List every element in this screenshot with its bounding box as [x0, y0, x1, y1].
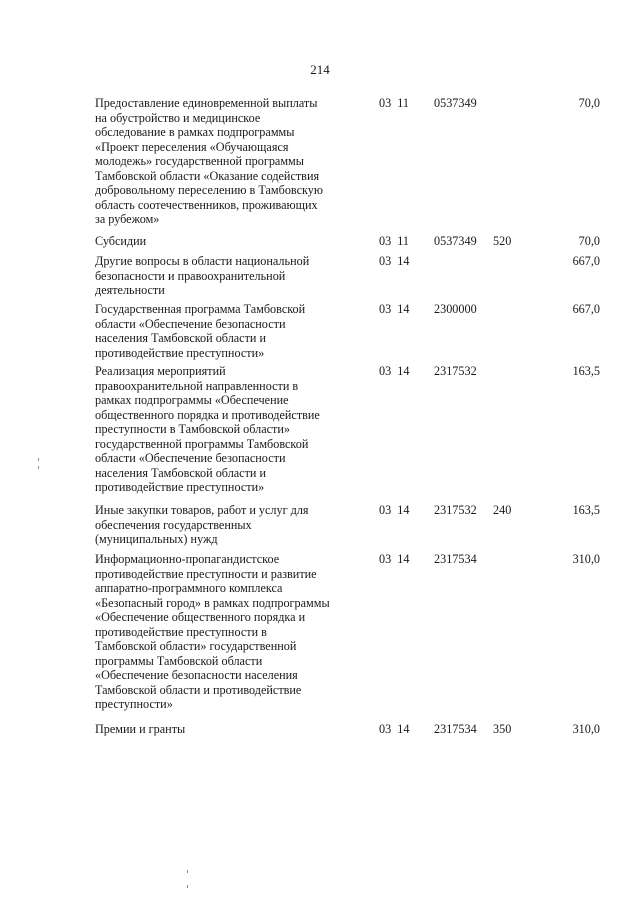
row-section-code: 03 11	[379, 96, 410, 110]
row-section-code: 03 14	[379, 302, 410, 316]
row-amount: 70,0	[578, 96, 600, 110]
row-description: Премии и гранты	[95, 722, 186, 736]
row-target-article: 2317532	[434, 503, 477, 517]
row-amount: 667,0	[572, 302, 600, 316]
row-description: Другие вопросы в области национальной безопасности и правоохранительной деятельности	[95, 254, 310, 297]
scan-speck	[38, 466, 39, 469]
row-section-code: 03 14	[379, 254, 410, 268]
scan-speck	[187, 885, 188, 888]
row-description: Предоставление единовременной выплаты на обустройство и медицинское обследование в рамках подпрограммы «Проект переселения «Обучающаяся молодежь» государственной программы Тамбовской области «Оказание содействия добровольному переселению в Тамбовскую область соотечественников, проживающих за рубежом»	[95, 96, 323, 226]
row-section-code: 03 14	[379, 722, 410, 736]
row-description: Государственная программа Тамбовской области «Обеспечение безопасности населения Тамбовской области и противодействие преступности»	[95, 302, 306, 360]
row-description: Реализация мероприятий правоохранительной направленности в рамках подпрограммы «Обеспечение общественного порядка и противодействие преступности в Тамбовской области» государственной программы Тамбовской области «Обеспечение безопасности населения Тамбовской области и противодействие преступности»	[95, 364, 320, 494]
row-amount: 163,5	[572, 503, 600, 517]
row-amount: 310,0	[572, 722, 600, 736]
row-target-article: 2300000	[434, 302, 477, 316]
row-expense-type: 350	[493, 722, 512, 736]
row-amount: 163,5	[572, 364, 600, 378]
row-section-code: 03 14	[379, 552, 410, 566]
row-expense-type: 240	[493, 503, 512, 517]
row-amount: 70,0	[578, 234, 600, 248]
scan-speck	[187, 870, 188, 873]
row-description: Субсидии	[95, 234, 147, 248]
row-expense-type: 520	[493, 234, 512, 248]
row-target-article: 2317532	[434, 364, 477, 378]
row-target-article: 0537349	[434, 96, 477, 110]
row-section-code: 03 11	[379, 234, 410, 248]
row-section-code: 03 14	[379, 503, 410, 517]
row-target-article: 2317534	[434, 722, 477, 736]
row-target-article: 0537349	[434, 234, 477, 248]
row-description: Информационно-пропагандистское противодействие преступности и развитие аппаратно-программного комплекса «Безопасный город» в рамках подпрограммы «Обеспечение общественного порядка и противодействие преступности в Тамбовской области» государственной программы Тамбовской области «Обеспечение безопасности населения Тамбовской области и противодействие преступности»	[95, 552, 330, 711]
scan-speck	[38, 458, 39, 461]
row-description: Иные закупки товаров, работ и услуг для обеспечения государственных (муниципальных) нужд	[95, 503, 309, 546]
row-section-code: 03 14	[379, 364, 410, 378]
row-amount: 310,0	[572, 552, 600, 566]
page-number: 214	[310, 62, 330, 77]
row-amount: 667,0	[572, 254, 600, 268]
row-target-article: 2317534	[434, 552, 477, 566]
